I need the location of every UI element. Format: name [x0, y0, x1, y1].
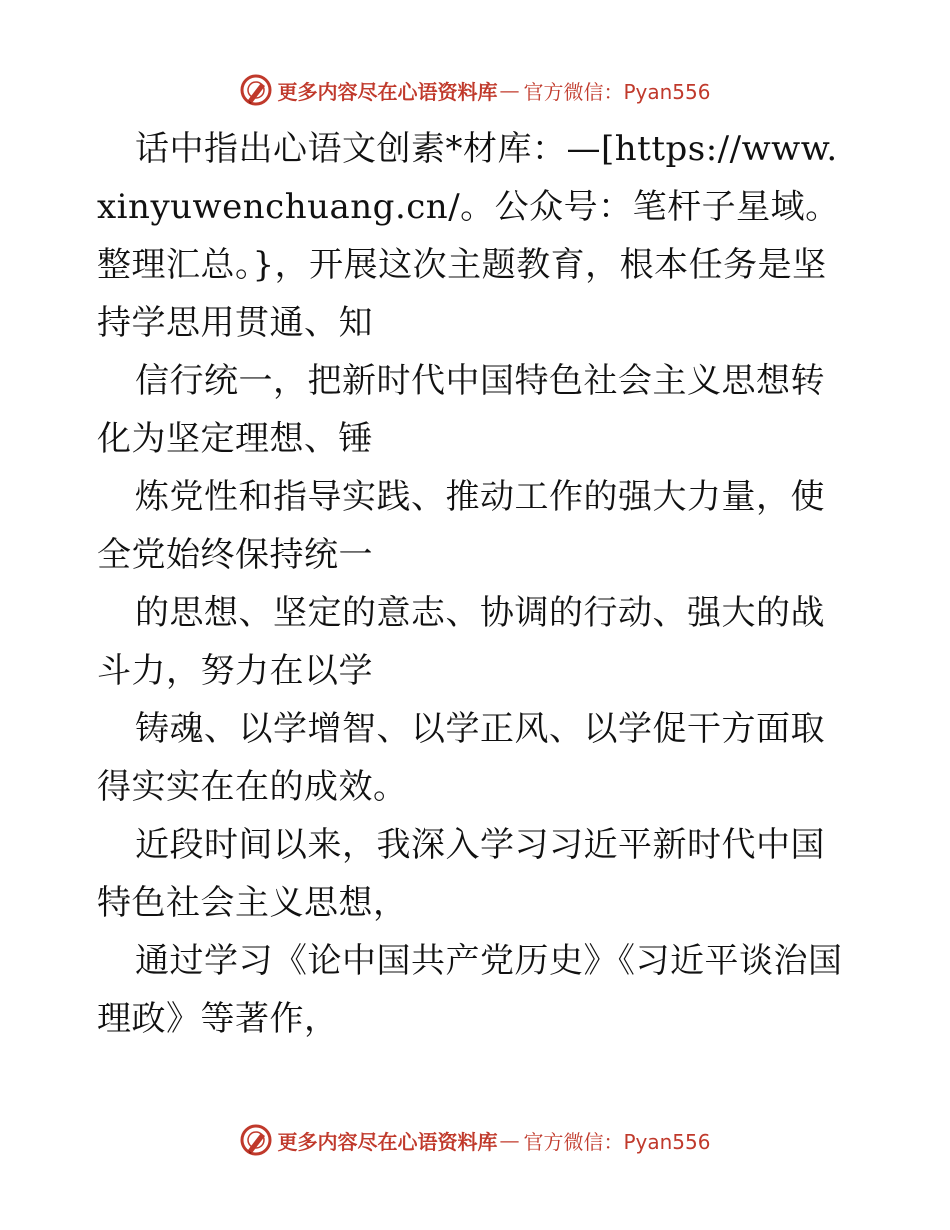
footer-banner-text: [277, 1126, 710, 1155]
footer-separator: —: [499, 1128, 520, 1152]
paragraph-1: 话中指出心语文创素*材库：—[https://www.xinyuwenchuang.cn/。公众号：笔杆子星域。整理汇总。}，开展这次主题教育，根本任务是坚持学思用贯通、知: [97, 129, 840, 343]
paragraph-5: 铸魂、以学增智、以学正风、以学促干方面取得实实在在的成效。: [97, 709, 825, 807]
document-body: [97, 120, 857, 1048]
pen-logo-icon: [239, 1123, 273, 1157]
footer-wechat: 官方微信：Pyan556: [523, 1129, 711, 1154]
paragraph-3: 炼党性和指导实践、推动工作的强大力量，使全党始终保持统一: [97, 477, 825, 575]
paragraph-2: 信行统一，把新时代中国特色社会主义思想转化为坚定理想、锤: [97, 361, 825, 459]
header-banner-text: [277, 76, 710, 105]
pen-logo-icon: [239, 73, 273, 107]
footer-banner: [0, 1120, 950, 1160]
header-separator: —: [499, 78, 520, 102]
header-banner: [0, 70, 950, 110]
footer-slogan: 更多内容尽在心语资料库: [277, 1129, 498, 1154]
paragraph-4: 的思想、坚定的意志、协调的行动、强大的战斗力，努力在以学: [97, 593, 825, 691]
paragraph-6: 近段时间以来，我深入学习习近平新时代中国特色社会主义思想，: [97, 825, 825, 923]
header-slogan: 更多内容尽在心语资料库: [277, 79, 498, 104]
header-wechat: 官方微信：Pyan556: [523, 79, 711, 104]
paragraph-7: 通过学习《论中国共产党历史》《习近平谈治国理政》等著作，: [97, 941, 843, 1039]
